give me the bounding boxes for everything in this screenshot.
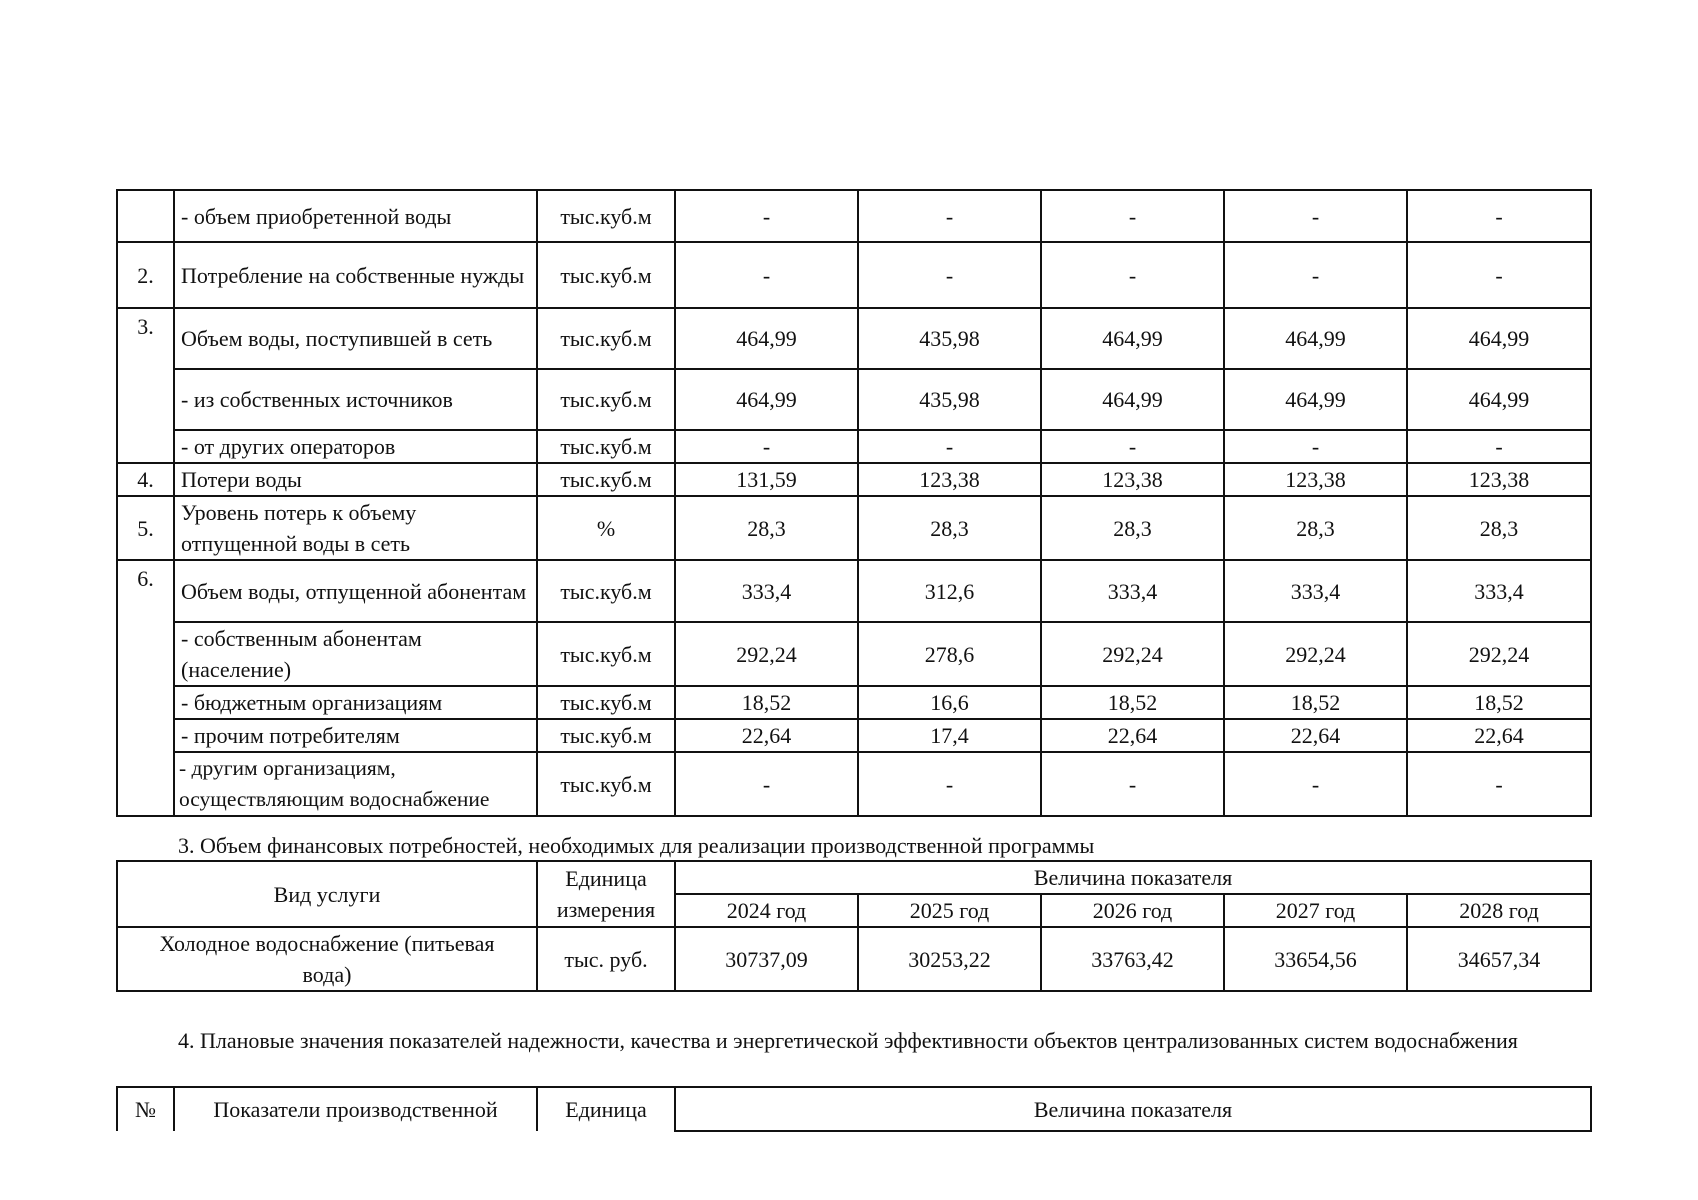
- indicator-name: Потери воды: [174, 463, 537, 496]
- row-number: 3.: [117, 308, 174, 463]
- table-row: [117, 622, 1591, 686]
- indicator-name: Объем воды, отпущенной абонентам: [174, 560, 537, 622]
- value-cell-2026: 123,38: [1041, 463, 1224, 496]
- value-cell-2026: 22,64: [1041, 719, 1224, 752]
- value-cell-2027: 28,3: [1224, 496, 1407, 560]
- value-cell-2026: 292,24: [1041, 622, 1224, 686]
- section-3-heading: 3. Объем финансовых потребностей, необходимых для реализации производственной программы: [178, 833, 1095, 858]
- value-cell-2025: 30253,22: [858, 927, 1041, 991]
- value-cell-2025: -: [858, 752, 1041, 816]
- financial-needs-table: [116, 860, 1592, 992]
- unit-cell: тыс.куб.м: [537, 369, 675, 430]
- value-cell-2027: 33654,56: [1224, 927, 1407, 991]
- value-cell-2024: -: [675, 242, 858, 308]
- value-cell-2026: 18,52: [1041, 686, 1224, 719]
- value-cell-2026: -: [1041, 242, 1224, 308]
- column-header-year: 2027 год: [1224, 894, 1407, 927]
- value-cell-2028: -: [1407, 430, 1591, 463]
- column-header-value: Величина показателя: [675, 1087, 1591, 1131]
- value-cell-2027: -: [1224, 242, 1407, 308]
- value-cell-2025: 28,3: [858, 496, 1041, 560]
- value-cell-2027: 123,38: [1224, 463, 1407, 496]
- unit-cell: тыс.куб.м: [537, 190, 675, 242]
- unit-cell: тыс.куб.м: [537, 430, 675, 463]
- value-cell-2025: 16,6: [858, 686, 1041, 719]
- row-number: [117, 190, 174, 242]
- table-row: [117, 242, 1591, 308]
- value-cell-2028: 292,24: [1407, 622, 1591, 686]
- value-cell-2025: 123,38: [858, 463, 1041, 496]
- value-cell-2025: 17,4: [858, 719, 1041, 752]
- unit-cell: тыс.куб.м: [537, 686, 675, 719]
- value-cell-2024: 22,64: [675, 719, 858, 752]
- indicator-name: Уровень потерь к объему отпущенной воды в сеть: [174, 496, 537, 560]
- value-cell-2024: 292,24: [675, 622, 858, 686]
- value-cell-2026: 28,3: [1041, 496, 1224, 560]
- value-cell-2027: 292,24: [1224, 622, 1407, 686]
- value-cell-2025: -: [858, 242, 1041, 308]
- value-cell-2024: -: [675, 752, 858, 816]
- value-cell-2028: -: [1407, 752, 1591, 816]
- value-cell-2027: 22,64: [1224, 719, 1407, 752]
- value-cell-2026: 464,99: [1041, 369, 1224, 430]
- indicator-name: - собственным абонентам (население): [174, 622, 537, 686]
- column-header-unit: Единица: [537, 1087, 675, 1131]
- table-header-row: [117, 861, 1591, 894]
- column-header-unit: Единица измерения: [537, 861, 675, 927]
- value-cell-2026: 33763,42: [1041, 927, 1224, 991]
- value-cell-2025: 435,98: [858, 308, 1041, 369]
- table-row: [117, 430, 1591, 463]
- indicator-name: - бюджетным организациям: [174, 686, 537, 719]
- value-cell-2028: 18,52: [1407, 686, 1591, 719]
- production-indicators-table: [116, 189, 1592, 817]
- table-row: [117, 560, 1591, 622]
- value-cell-2024: 464,99: [675, 308, 858, 369]
- value-cell-2024: 131,59: [675, 463, 858, 496]
- unit-cell: тыс.куб.м: [537, 719, 675, 752]
- value-cell-2028: 464,99: [1407, 308, 1591, 369]
- indicator-name: - из собственных источников: [174, 369, 537, 430]
- row-number: 4.: [117, 463, 174, 496]
- table-header-row: [117, 1087, 1591, 1131]
- indicator-name: - от других операторов: [174, 430, 537, 463]
- value-cell-2028: 333,4: [1407, 560, 1591, 622]
- value-cell-2024: -: [675, 190, 858, 242]
- value-cell-2025: 312,6: [858, 560, 1041, 622]
- value-cell-2024: -: [675, 430, 858, 463]
- unit-cell: тыс.куб.м: [537, 560, 675, 622]
- value-cell-2026: -: [1041, 430, 1224, 463]
- table-row: [117, 496, 1591, 560]
- value-cell-2024: 30737,09: [675, 927, 858, 991]
- row-number: 6.: [117, 560, 174, 816]
- value-cell-2028: 34657,34: [1407, 927, 1591, 991]
- indicator-name: Потребление на собственные нужды: [174, 242, 537, 308]
- value-cell-2025: -: [858, 190, 1041, 242]
- unit-cell: тыс.куб.м: [537, 622, 675, 686]
- indicator-name: - другим организациям, осуществляющим водоснабжение: [174, 752, 537, 816]
- value-cell-2024: 464,99: [675, 369, 858, 430]
- column-header-indicators: Показатели производственной: [174, 1087, 537, 1131]
- section-4-heading: 4. Плановые значения показателей надежности, качества и энергетической эффективности объектов централизованных систем водоснабжения: [178, 1028, 1518, 1053]
- column-header-value: Величина показателя: [675, 861, 1591, 894]
- table-row: [117, 719, 1591, 752]
- value-cell-2028: 123,38: [1407, 463, 1591, 496]
- value-cell-2028: 464,99: [1407, 369, 1591, 430]
- value-cell-2027: -: [1224, 430, 1407, 463]
- table-row: [117, 927, 1591, 991]
- value-cell-2028: 28,3: [1407, 496, 1591, 560]
- value-cell-2027: -: [1224, 190, 1407, 242]
- column-header-year: 2024 год: [675, 894, 858, 927]
- column-header-number: №: [117, 1087, 174, 1131]
- column-header-year: 2028 год: [1407, 894, 1591, 927]
- value-cell-2027: 464,99: [1224, 308, 1407, 369]
- value-cell-2028: 22,64: [1407, 719, 1591, 752]
- value-cell-2024: 28,3: [675, 496, 858, 560]
- service-name: Холодное водоснабжение (питьевая вода): [117, 927, 537, 991]
- value-cell-2028: -: [1407, 190, 1591, 242]
- value-cell-2024: 333,4: [675, 560, 858, 622]
- unit-cell: %: [537, 496, 675, 560]
- row-number: 5.: [117, 496, 174, 560]
- value-cell-2027: -: [1224, 752, 1407, 816]
- column-header-year: 2026 год: [1041, 894, 1224, 927]
- value-cell-2024: 18,52: [675, 686, 858, 719]
- unit-cell: тыс.куб.м: [537, 242, 675, 308]
- value-cell-2027: 464,99: [1224, 369, 1407, 430]
- table-row: [117, 752, 1591, 816]
- row-number: 2.: [117, 242, 174, 308]
- reliability-indicators-table: [116, 1086, 1592, 1132]
- column-header-year: 2025 год: [858, 894, 1041, 927]
- unit-cell: тыс. руб.: [537, 927, 675, 991]
- unit-cell: тыс.куб.м: [537, 752, 675, 816]
- table-row: [117, 686, 1591, 719]
- unit-cell: тыс.куб.м: [537, 308, 675, 369]
- table-row: [117, 463, 1591, 496]
- column-header-service: Вид услуги: [117, 861, 537, 927]
- value-cell-2028: -: [1407, 242, 1591, 308]
- value-cell-2026: 333,4: [1041, 560, 1224, 622]
- unit-cell: тыс.куб.м: [537, 463, 675, 496]
- value-cell-2027: 333,4: [1224, 560, 1407, 622]
- table-row: [117, 369, 1591, 430]
- value-cell-2026: -: [1041, 752, 1224, 816]
- value-cell-2025: 435,98: [858, 369, 1041, 430]
- value-cell-2027: 18,52: [1224, 686, 1407, 719]
- table-row: [117, 190, 1591, 242]
- indicator-name: Объем воды, поступившей в сеть: [174, 308, 537, 369]
- value-cell-2025: 278,6: [858, 622, 1041, 686]
- table-row: [117, 308, 1591, 369]
- indicator-name: - прочим потребителям: [174, 719, 537, 752]
- value-cell-2026: 464,99: [1041, 308, 1224, 369]
- value-cell-2026: -: [1041, 190, 1224, 242]
- value-cell-2025: -: [858, 430, 1041, 463]
- indicator-name: - объем приобретенной воды: [174, 190, 537, 242]
